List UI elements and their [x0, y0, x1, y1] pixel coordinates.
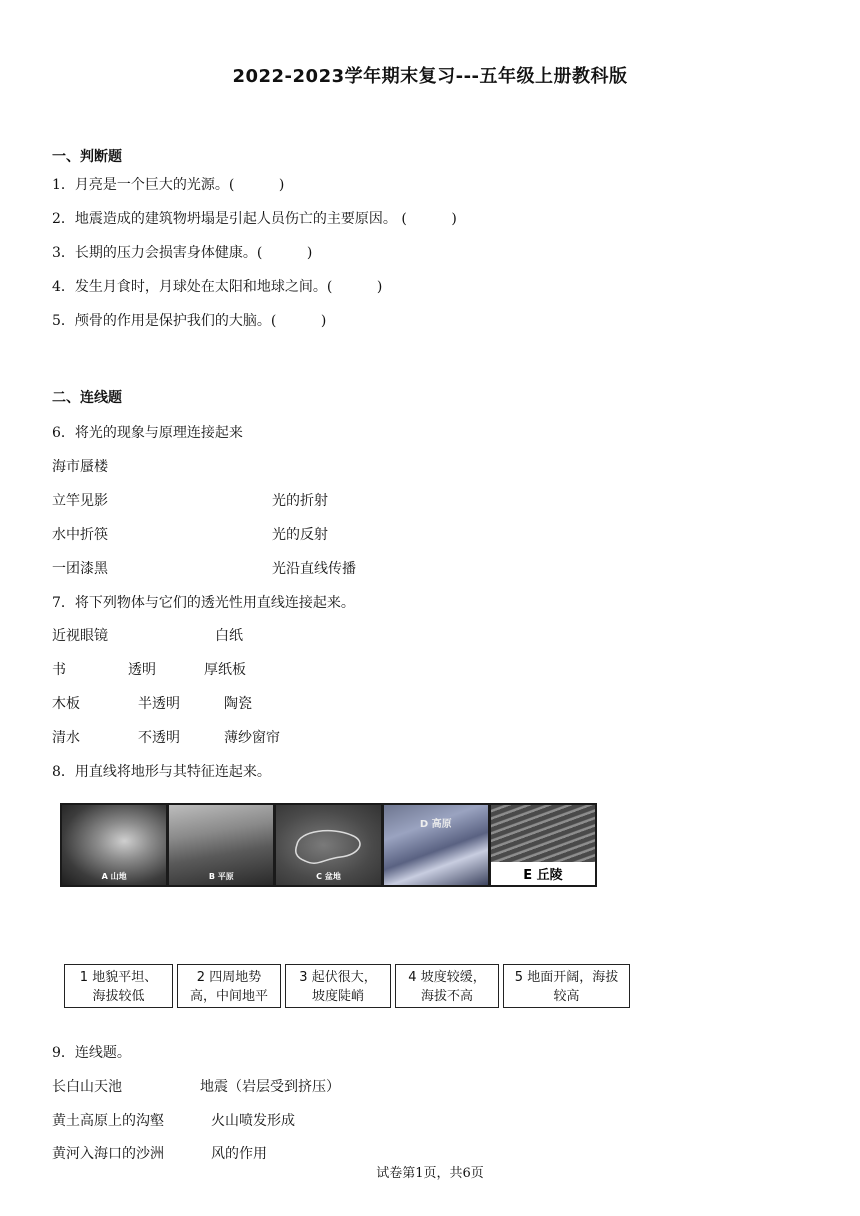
q6-left-item: 一团漆黑: [52, 561, 108, 577]
q9-left-item: 黄河入海口的沙洲: [52, 1146, 164, 1162]
landform-feature-boxes: [64, 964, 630, 1008]
feature-text: 2 四周地势: [196, 970, 262, 985]
feature-box: [395, 964, 499, 1008]
question-9-stem: 9．连线题。: [52, 1045, 131, 1061]
feature-text: 较高: [553, 989, 580, 1004]
landform-image-plateau: [384, 805, 488, 885]
q9-right-item: 火山喷发形成: [211, 1113, 295, 1129]
feature-text: 坡度陡峭: [311, 989, 364, 1004]
q6-left-item: 海市蜃楼: [52, 459, 108, 475]
q7-middle-item: 透明: [128, 662, 156, 678]
q7-right-item: 陶瓷: [224, 696, 252, 712]
q7-right-item: 厚纸板: [204, 662, 246, 678]
q7-middle-item: 不透明: [138, 730, 180, 746]
page-title: 2022-2023学年期末复习---五年级上册教科版: [232, 66, 628, 87]
q6-left-item: 立竿见影: [52, 493, 108, 509]
landform-image-strip: [60, 803, 597, 887]
question-6-stem: 6．将光的现象与原理连接起来: [52, 425, 243, 441]
question-2: 2．地震造成的建筑物坍塌是引起人员伤亡的主要原因。 ( ): [52, 211, 457, 227]
feature-box: [503, 964, 630, 1008]
question-4: 4．发生月食时，月球处在太阳和地球之间。( ): [52, 279, 383, 295]
question-7-stem: 7．将下列物体与它们的透光性用直线连接起来。: [52, 595, 355, 611]
page-footer: 试卷第1页，共6页: [376, 1166, 484, 1181]
q9-right-item: 风的作用: [211, 1146, 267, 1162]
question-1: 1．月亮是一个巨大的光源。( ): [52, 177, 285, 193]
question-8-stem: 8．用直线将地形与其特征连起来。: [52, 764, 271, 780]
q7-left-item: 书: [52, 662, 66, 678]
landform-image-caption: A 山地: [101, 872, 127, 881]
question-5: 5．颅骨的作用是保护我们的大脑。( ): [52, 313, 327, 329]
q7-left-item: 清水: [52, 730, 80, 746]
feature-box: [285, 964, 391, 1008]
feature-text: 4 坡度较缓，: [408, 970, 486, 985]
feature-text: 5 地面开阔，海拔: [514, 970, 619, 985]
q7-right-item: 白纸: [215, 628, 243, 644]
q7-left-item: 近视眼镜: [52, 628, 108, 644]
landform-image-hills: [491, 805, 595, 885]
feature-text: 高，中间地平: [189, 989, 268, 1004]
landform-image-mountain: [62, 805, 166, 885]
q7-right-item: 薄纱窗帘: [224, 730, 280, 746]
q6-right-item: 光的折射: [272, 493, 328, 509]
q9-right-item: 地震（岩层受到挤压）: [200, 1079, 340, 1095]
question-3: 3．长期的压力会损害身体健康。( ): [52, 245, 313, 261]
feature-text: 海拔较低: [92, 989, 145, 1004]
landform-image-caption: D 高原: [419, 819, 452, 830]
q9-left-item: 长白山天池: [52, 1079, 122, 1095]
landform-image-caption: E 丘陵: [491, 862, 595, 885]
q7-left-item: 木板: [52, 696, 80, 712]
q6-right-item: 光的反射: [272, 527, 328, 543]
feature-text: 1 地貌平坦、: [79, 970, 158, 985]
q9-left-item: 黄土高原上的沟壑: [52, 1113, 164, 1129]
q6-right-item: 光沿直线传播: [272, 561, 356, 577]
landform-image-caption: C 盆地: [316, 872, 341, 881]
feature-box: [64, 964, 173, 1008]
section-matching: 二、连线题: [52, 390, 122, 406]
section-judgement: 一、判断题: [52, 149, 122, 165]
feature-text: 3 起伏很大，: [299, 970, 377, 985]
feature-text: 海拔不高: [420, 989, 473, 1004]
landform-image-plain: [169, 805, 273, 885]
feature-box: [177, 964, 281, 1008]
landform-image-caption: B 平原: [208, 872, 234, 881]
landform-image-basin: [276, 805, 380, 885]
q7-middle-item: 半透明: [138, 696, 180, 712]
q6-left-item: 水中折筷: [52, 527, 108, 543]
